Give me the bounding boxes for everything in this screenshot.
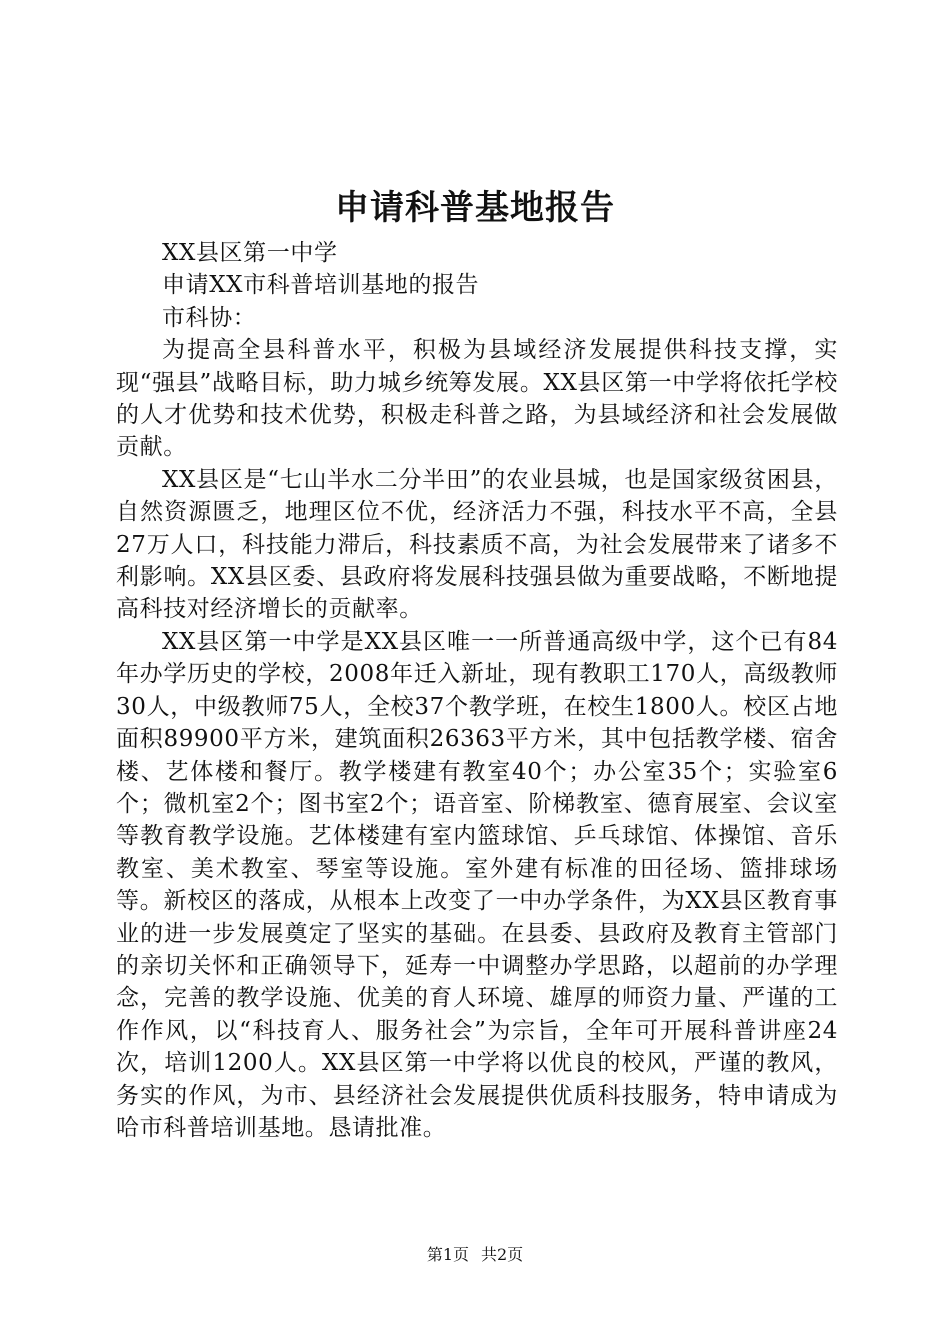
page-number: 第1页 (426, 1245, 469, 1264)
body-paragraph-school: XX县区第一中学是XX县区唯一一所普通高级中学，这个已有84年办学历史的学校，2008年迁入新址，现有教职工170人，高级教师30人，中级教师75人，全校37个教学班，在校生1800人。校区占地面积89900平方米，建筑面积26363平方米，其中包括教学楼、宿舍楼、艺体楼和餐厅。教学楼建有教室40个；办公室35个；实验室6个；微机室2个；图书室2个；语音室、阶梯教室、德育展室、会议室等教育教学设施。艺体楼建有室内篮球馆、乒乓球馆、体操馆、音乐教室、美术教室、琴室等设施。室外建有标准的田径场、篮排球场等。新校区的落成，从根本上改变了一中办学条件，为XX县区教育事业的进一步发展奠定了坚实的基础。在县委、县政府及教育主管部门的亲切关怀和正确领导下，延寿一中调整办学思路，以超前的办学理念，完善的教学设施、优美的育人环境、雄厚的师资力量、严谨的工作作风，以“科技育人、服务社会”为宗旨，全年可开展科普讲座24次，培训1200人。XX县区第一中学将以优良的校风，严谨的教风，务实的作风，为市、县经济社会发展提供优质科技服务，特申请成为哈市科普培训基地。恳请批准。 (116, 628, 838, 1141)
document-title: 申请科普基地报告 (335, 188, 615, 228)
document-body (116, 237, 838, 1144)
report-subject-line: 申请XX市科普培训基地的报告 (162, 272, 480, 299)
body-paragraph-intro: 为提高全县科普水平，积极为县域经济发展提供科技支撑，实现“强县”战略目标，助力城乡统筹发展。XX县区第一中学将依托学校的人才优势和技术优势，积极走科普之路，为县域经济和社会发展做贡献。 (116, 337, 838, 461)
school-name-line: XX县区第一中学 (162, 240, 338, 266)
page-total: 共2页 (481, 1245, 524, 1264)
body-paragraph-county: XX县区是“七山半水二分半田”的农业县城，也是国家级贫困县，自然资源匮乏，地理区位不优，经济活力不强，科技水平不高，全县27万人口，科技能力滞后，科技素质不高，为社会发展带来了诸多不利影响。XX县区委、县政府将发展科技强县做为重要战略，不断地提高科技对经济增长的贡献率。 (116, 466, 838, 623)
page-footer (0, 1244, 950, 1266)
recipient-line: 市科协： (162, 304, 257, 331)
